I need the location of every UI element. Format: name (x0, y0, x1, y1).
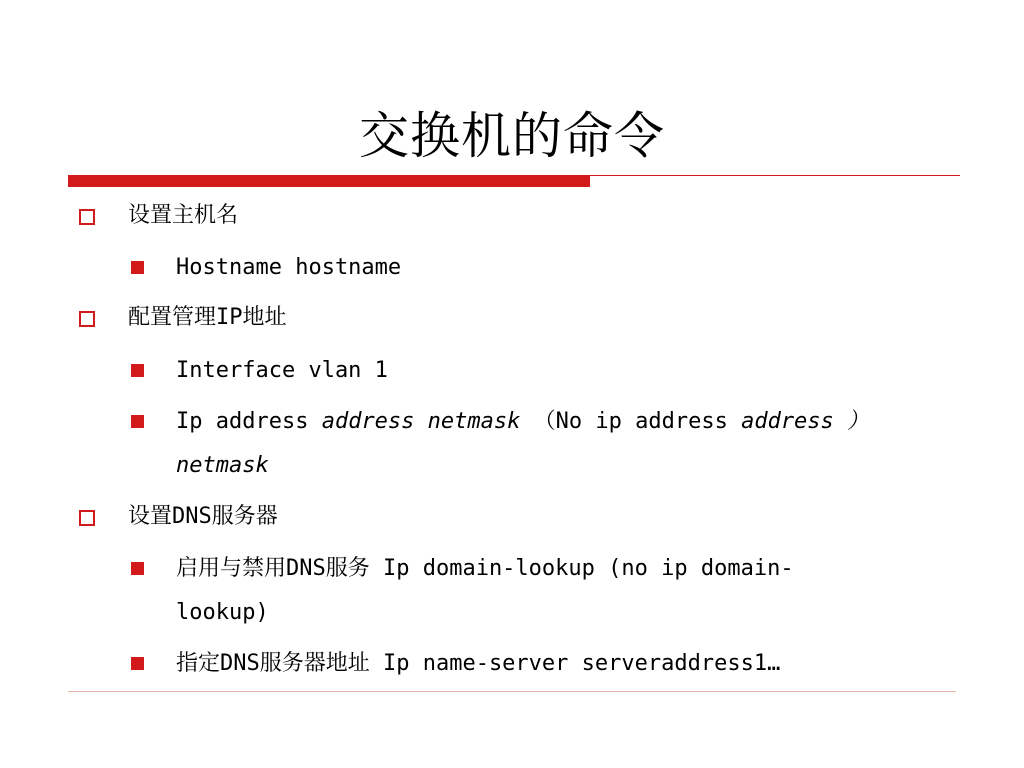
title-rule-thin (590, 175, 960, 176)
section-heading-dns: 设置DNS服务器 (128, 504, 278, 529)
section-heading-management-ip: 配置管理IP地址 (128, 305, 287, 330)
command-ip-address-params: address netmask (321, 409, 521, 434)
command-ip-address (176, 400, 869, 444)
footer-rule (68, 691, 956, 692)
filled-square-bullet-icon (131, 415, 144, 428)
command-ip-address-netmask: netmask (176, 453, 269, 478)
command-no-ip-address-param: address ） (741, 409, 870, 434)
filled-square-bullet-icon (131, 261, 144, 274)
section-heading-hostname: 设置主机名 (128, 203, 239, 228)
command-domain-lookup: 启用与禁用DNS服务 Ip domain-lookup (no ip domain- (176, 556, 794, 581)
command-hostname: Hostname hostname (176, 255, 402, 280)
command-no-ip-address-keyword: （No ip address (520, 409, 742, 434)
command-interface-vlan: Interface vlan 1 (176, 358, 388, 383)
title-rule-thick (68, 175, 590, 187)
hollow-square-bullet-icon (79, 209, 95, 225)
command-ip-address-keyword: Ip address (176, 409, 322, 434)
command-ip-address-continuation (176, 444, 269, 488)
command-name-server: 指定DNS服务器地址 Ip name-server serveraddress1… (176, 651, 781, 676)
command-domain-lookup-continuation: lookup) (176, 600, 269, 625)
filled-square-bullet-icon (131, 562, 144, 575)
filled-square-bullet-icon (131, 657, 144, 670)
slide-title: 交换机的命令 (359, 107, 665, 165)
hollow-square-bullet-icon (79, 510, 95, 526)
hollow-square-bullet-icon (79, 311, 95, 327)
filled-square-bullet-icon (131, 364, 144, 377)
